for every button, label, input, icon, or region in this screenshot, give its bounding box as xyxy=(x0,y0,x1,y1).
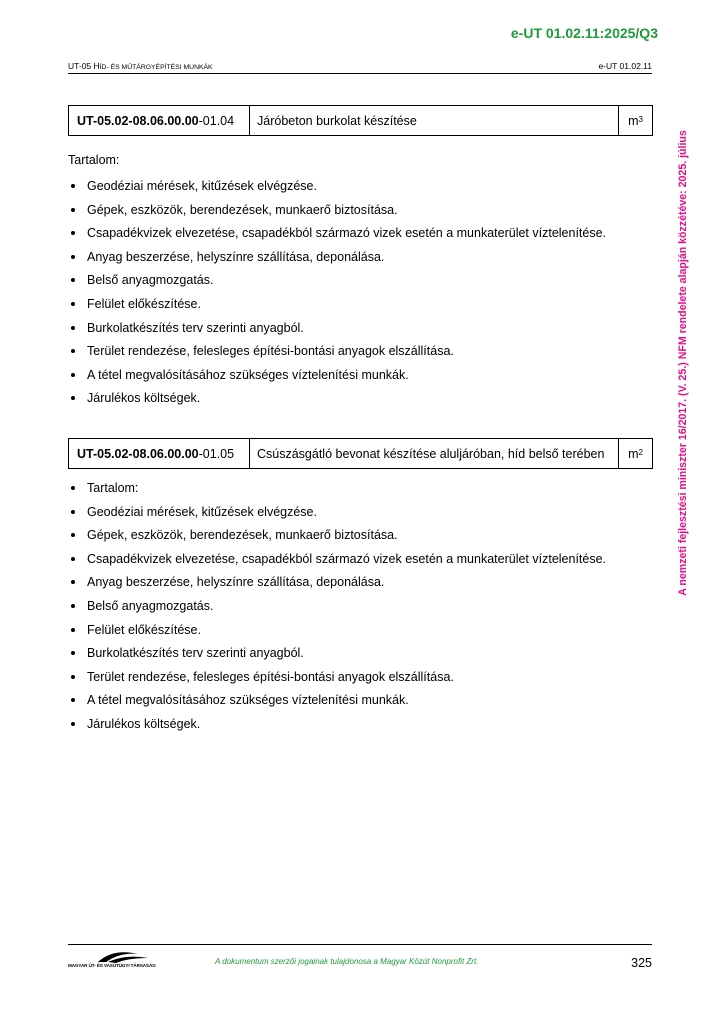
item-code-suffix: -01.05 xyxy=(198,446,235,461)
list-item: Geodéziai mérések, kitűzések elvégzése. xyxy=(68,178,606,202)
running-header-title xyxy=(68,61,213,71)
side-publication-note xyxy=(672,96,694,630)
item-code-bold: UT-05.02-08.06.00.00 xyxy=(77,113,199,128)
list-item: Terület rendezése, felesleges építési-bontási anyagok elszállítása. xyxy=(68,669,606,693)
list-item: Belső anyagmozgatás. xyxy=(68,598,606,622)
list-item: Burkolatkészítés terv szerinti anyagból. xyxy=(68,320,606,344)
document-code: e-UT 01.02.11:2025/Q3 xyxy=(510,25,658,41)
list-item: A tétel megvalósításához szükséges víztelenítési munkák. xyxy=(68,692,606,716)
tartalom-label: Tartalom: xyxy=(68,153,120,167)
unit-base: m xyxy=(628,446,639,461)
item-title-cell: Csúszásgátló bevonat készítése aluljáróban, híd belső terében xyxy=(250,439,619,468)
header-title-smallcaps: ÍD- ÉS MŰTÁRGYÉPÍTÉSI MUNKÁK xyxy=(99,64,213,71)
item-code-bold: UT-05.02-08.06.00.00 xyxy=(77,446,199,461)
list-item: Gépek, eszközök, berendezések, munkaerő biztosítása. xyxy=(68,527,606,551)
list-item: Belső anyagmozgatás. xyxy=(68,272,606,296)
header-divider xyxy=(68,73,652,74)
list-item: Burkolatkészítés terv szerinti anyagból. xyxy=(68,645,606,669)
unit-exponent: 2 xyxy=(638,448,643,457)
footer-divider xyxy=(68,944,652,945)
list-item: Tartalom: xyxy=(68,480,606,504)
item-title-cell: Járóbeton burkolat készítése xyxy=(250,106,619,135)
list-item: Terület rendezése, felesleges építési-bontási anyagok elszállítása. xyxy=(68,343,606,367)
item-code-suffix: -01.04 xyxy=(198,113,235,128)
header-title-prefix: UT-05 H xyxy=(68,61,100,71)
item-unit-cell xyxy=(619,106,652,135)
list-item: Anyag beszerzése, helyszínre szállítása, deponálása. xyxy=(68,249,606,273)
running-header-code: e-UT 01.02.11 xyxy=(598,61,652,71)
logo-swoosh-icon xyxy=(68,950,168,964)
item-1-content-list xyxy=(68,178,606,414)
list-item: Anyag beszerzése, helyszínre szállítása, deponálása. xyxy=(68,574,606,598)
list-item: Csapadékvizek elvezetése, csapadékból származó vizek esetén a munkaterület víztelenítése. xyxy=(68,551,606,575)
side-note-text: A nemzeti fejlesztési miniszter 16/2017. (V. 25.) NFM rendelete alapján közzétéve: 2025. július xyxy=(677,130,689,596)
item-header-box-1 xyxy=(68,105,653,136)
list-item: Felület előkészítése. xyxy=(68,296,606,320)
list-item: Gépek, eszközök, berendezések, munkaerő biztosítása. xyxy=(68,202,606,226)
list-item: Felület előkészítése. xyxy=(68,622,606,646)
item-header-box-2 xyxy=(68,438,653,469)
list-item: Járulékos költségek. xyxy=(68,716,606,740)
list-item: A tétel megvalósításához szükséges víztelenítési munkák. xyxy=(68,367,606,391)
page-number: 325 xyxy=(631,956,652,970)
unit-base: m xyxy=(628,113,639,128)
logo-text: MAGYAR ÚT- ÉS VASÚTÜGYI TÁRSASÁG xyxy=(68,963,156,968)
copyright-note: A dokumentum szerzői jogainak tulajdonosa a Magyar Közút Nonprofit Zrt. xyxy=(215,957,479,966)
item-code-cell xyxy=(69,439,250,468)
list-item: Járulékos költségek. xyxy=(68,390,606,414)
item-2-content-list xyxy=(68,480,606,740)
list-item: Csapadékvizek elvezetése, csapadékból származó vizek esetén a munkaterület víztelenítése. xyxy=(68,225,606,249)
item-code-cell xyxy=(69,106,250,135)
unit-exponent: 3 xyxy=(638,115,643,124)
list-item: Geodéziai mérések, kitűzések elvégzése. xyxy=(68,504,606,528)
item-unit-cell xyxy=(619,439,652,468)
society-logo xyxy=(68,950,168,972)
